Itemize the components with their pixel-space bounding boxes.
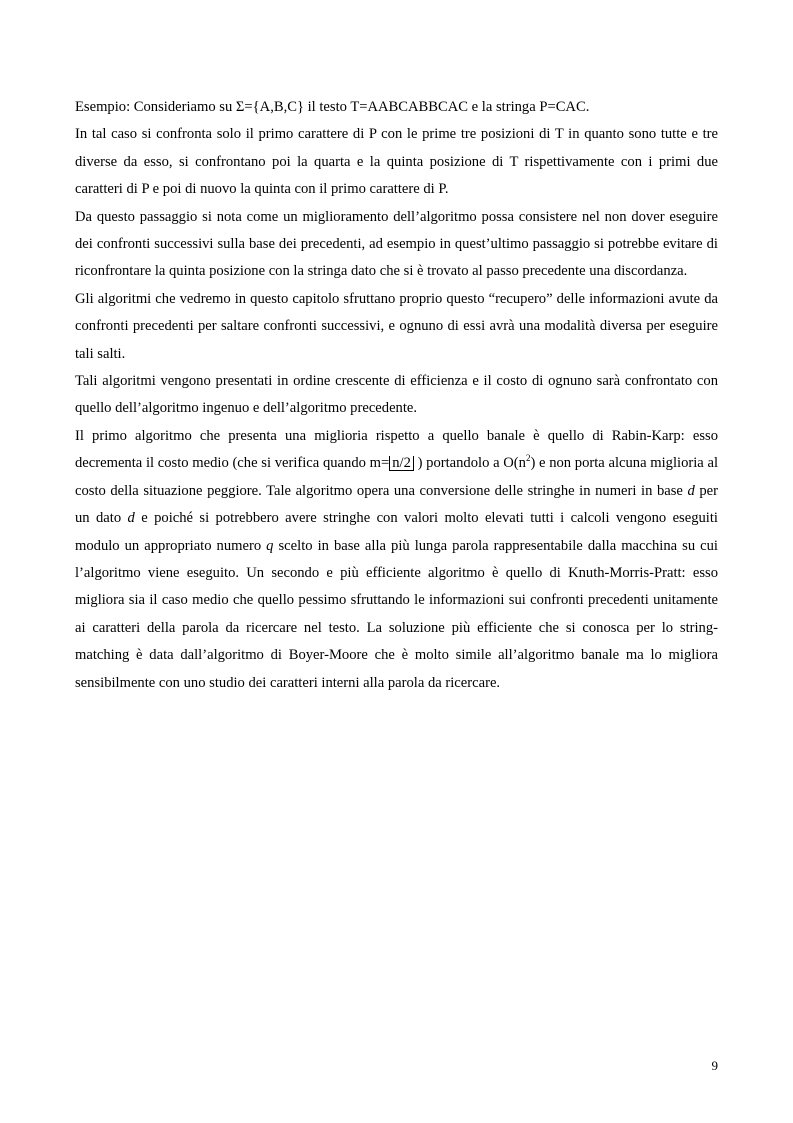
superscript: 2 xyxy=(525,453,531,464)
variable-d: d xyxy=(687,482,695,499)
text-run: e poiché si potrebbero avere stringhe con valori molto elevati tutti i calcoli vengono eseguiti modulo un appropriato numero xyxy=(75,510,718,554)
paragraph-algorithms-recovery: Gli algoritmi che vedremo in questo capitolo sfruttano proprio questo “recupero” delle informazioni avute da confronti precedenti per saltare confronti successivi, e ognuno di essi avrà una modalità diversa per eseguire tali salti. xyxy=(75,290,718,362)
body-text xyxy=(75,94,718,697)
page-number: 9 xyxy=(711,1058,718,1073)
variable-d: d xyxy=(127,510,135,527)
text-run: scelto in base alla più lunga parola rappresentabile dalla macchina su cui l’algoritmo viene eseguito. Un secondo e più efficiente algoritmo è quello di Knuth-Morris-Pratt: esso migliora sia il caso medio che quello pessimo sfruttando le informazioni sui confronti precedenti unitamente ai caratteri della parola da ricercare nel testo. La soluzione più efficiente che si conosca per lo string-matching è data dall’algoritmo di Boyer-Moore che è molto simile all’algoritmo banale ma lo migliora sensibilmente con uno studio dei caratteri interni alla parola da ricercare. xyxy=(75,537,718,691)
floor-expression: n/2 xyxy=(389,456,414,471)
text-run: ) e non porta alcuna miglioria al costo della situazione peggiore. Tale algoritmo opera una conversione delle stringhe in numeri in base xyxy=(75,455,718,499)
text-run: ) portandolo a O(n xyxy=(413,455,526,472)
paragraph-example: Esempio: Consideriamo su Σ={A,B,C} il testo T=AABCABBCAC e la stringa P=CAC. xyxy=(75,99,590,115)
text-run: Il primo algoritmo che presenta una miglioria rispetto a quello banale è quello di Rabin-Karp: esso decrementa il costo medio (che si verifica quando m= xyxy=(75,427,718,472)
paragraph-efficiency-order: Tali algoritmi vengono presentati in ordine crescente di efficienza e il costo di ognuno sarà confrontato con quello dell’algoritmo ingenuo e dell’algoritmo precedente. xyxy=(75,373,718,417)
variable-q: q xyxy=(266,537,274,554)
paragraph-improvement: Da questo passaggio si nota come un miglioramento dell’algoritmo possa consistere nel non dover eseguire dei confronti successivi sulla base dei precedenti, ad esempio in quest’ultimo passaggio si potrebbe evitare di riconfrontare la quinta posizione con la stringa dato che si è trovato al passo precedente una discordanza. xyxy=(75,208,718,280)
text-run: per un dato xyxy=(75,482,718,527)
paragraph-comparison: In tal caso si confronta solo il primo carattere di P con le prime tre posizioni di T in quanto sono tutte e tre diverse da esso, si confrontano poi la quarta e la quinta posizione di T rispettivamente con i primi due caratteri di P e poi di nuovo la quinta con il primo carattere di P. xyxy=(75,126,718,198)
paragraph-algorithms-overview xyxy=(75,423,718,697)
